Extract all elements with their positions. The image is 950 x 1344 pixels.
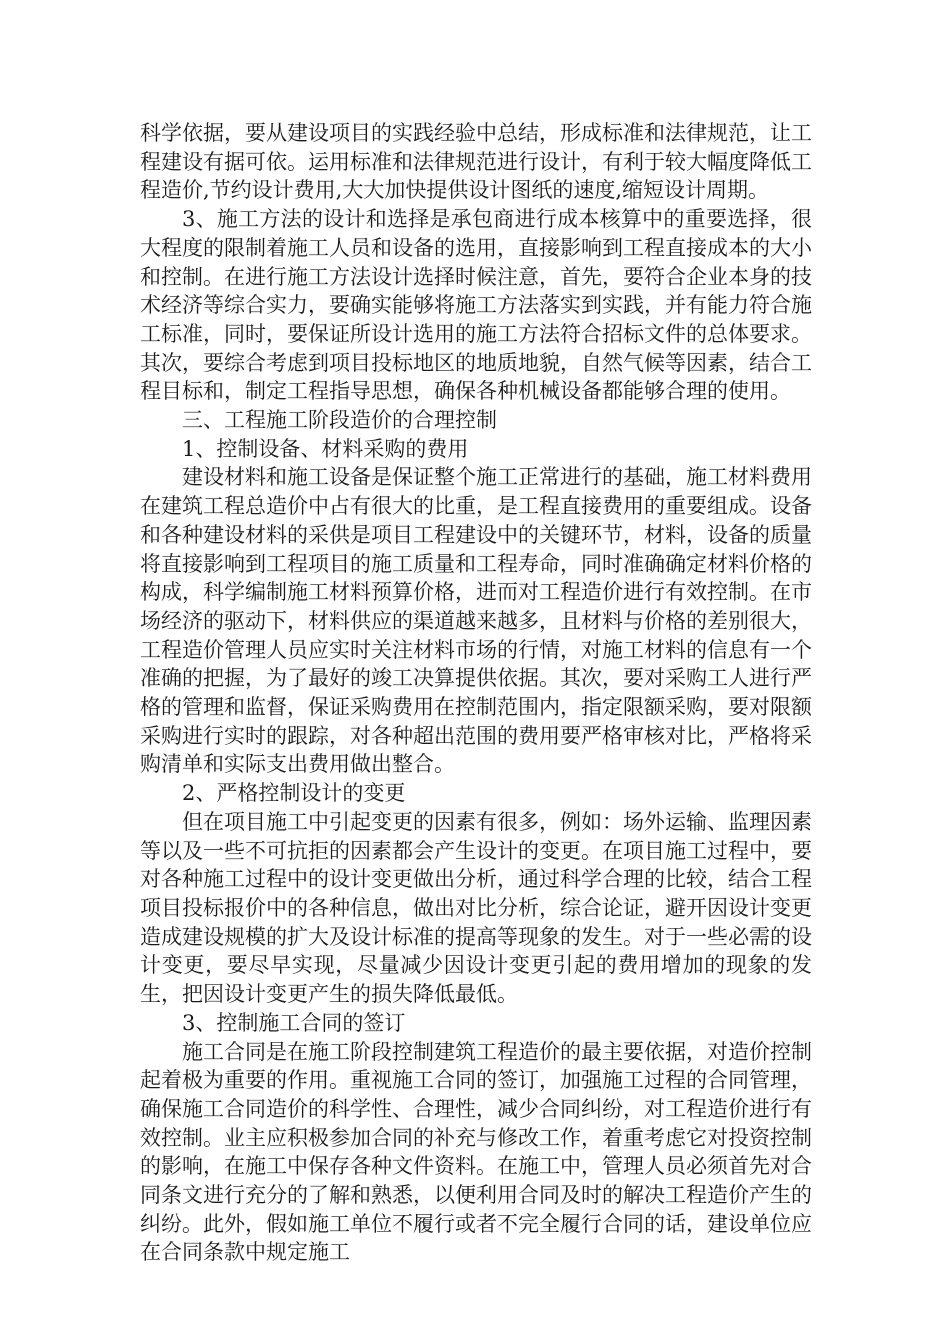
subsection-heading: 2、严格控制设计的变更 (182, 781, 406, 806)
body-paragraph: 施工合同是在施工阶段控制建筑工程造价的最主要依据，对造价控制起着极为重要的作用。重视施工合同的签订，加强施工过程的合同管理，确保施工合同造价的科学性、合理性，减少合同纠纷，对工程造价进行有效控制。业主应积极参加合同的补充与修改工作，着重考虑它对投资控制的影响，在施工中保存各种文件资料。在施工中，管理人员必须首先对合同条文进行充分的了解和熟悉，以便利用合同及时的解决工程造价产生的纠纷。此外，假如施工单位不履行或者不完全履行合同的话，建设单位应在合同条款中规定施工 (140, 1039, 812, 1265)
body-paragraph: 科学依据，要从建设项目的实践经验中总结，形成标准和法律规范，让工程建设有据可依。运用标准和法律规范进行设计，有利于较大幅度降低工程造价,节约设计费用,大大加快提供设计图纸的速度,缩短设计周期。 (140, 121, 812, 203)
body-paragraph: 但在项目施工中引起变更的因素有很多，例如：场外运输、监理因素等以及一些不可抗拒的因素都会产生设计的变更。在项目施工过程中，要对各种施工过程中的设计变更做出分析，通过科学合理的比较，结合工程项目投标报价中的各种信息，做出对比分析，综合论证，避开因设计变更造成建设规模的扩大及设计标准的提高等现象的发生。对于一些必需的设计变更，要尽早实现，尽量减少因设计变更引起的费用增加的现象的发生，把因设计变更产生的损失降低最低。 (140, 809, 812, 1007)
subsection-heading: 1、控制设备、材料采购的费用 (182, 436, 469, 461)
body-paragraph: 3、施工方法的设计和选择是承包商进行成本核算中的重要选择，很大程度的限制着施工人员和设备的选用，直接影响到工程直接成本的大小和控制。在进行施工方法设计选择时候注意，首先，要符合企业本身的技术经济等综合实力，要确实能够将施工方法落实到实践，并有能力符合施工标准，同时，要保证所设计选用的施工方法符合招标文件的总体要求。其次，要综合考虑到项目投标地区的地质地貌，自然气候等因素，结合工程目标和，制定工程指导思想，确保各种机械设备都能够合理的使用。 (140, 207, 812, 404)
subsection-heading: 3、控制施工合同的签订 (182, 1010, 406, 1035)
section-heading: 三、工程施工阶段造价的合理控制 (182, 408, 497, 433)
body-paragraph: 建设材料和施工设备是保证整个施工正常进行的基础，施工材料费用在建筑工程总造价中占有很大的比重，是工程直接费用的重要组成。设备和各种建设材料的采供是项目工程建设中的关键环节，材料，设备的质量将直接影响到工程项目的施工质量和工程寿命，同时准确确定材料价格的构成，科学编制施工材料预算价格，进而对工程造价进行有效控制。在市场经济的驱动下，材料供应的渠道越来越多，且材料与价格的差别很大，工程造价管理人员应实时关注材料市场的行情，对施工材料的信息有一个准确的把握，为了最好的竣工决算提供依据。其次，要对采购工人进行严格的管理和监督，保证采购费用在控制范围内，指定限额采购，要对限额采购进行实时的跟踪，对各种超出范围的费用要严格审核对比，严格将采购清单和实际支出费用做出整合。 (140, 465, 812, 777)
document-page (140, 119, 812, 1267)
